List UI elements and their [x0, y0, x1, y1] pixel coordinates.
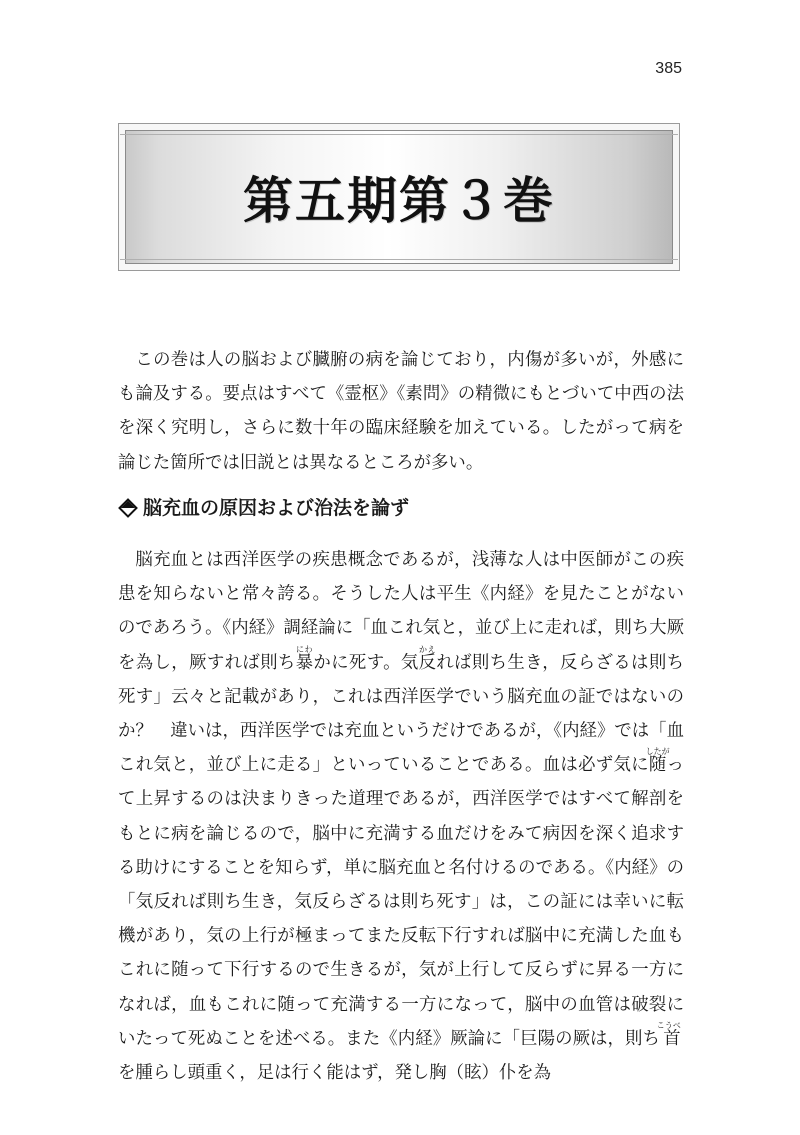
ruby-base: 首 [656, 1028, 681, 1049]
chapter-title-panel [125, 130, 673, 264]
intro-paragraph: この巻は人の脳および臓腑の病を論じており，内傷が多いが，外感にも論及する。要点はすべて《霊枢》《素問》の精微にもとづいて中西の法を深く究明し，さらに数十年の臨床経験を加えている。したがって病を論じた箇所では旧説とは異なるところが多い。 [118, 350, 684, 473]
chapter-title: 第五期第３巻 [243, 171, 555, 230]
body-text-segment: って上昇するのは決まりきった道理であるが，西洋医学ではすべて解剖をもとに病を論じるので，脳中に充満する血だけをみて病因を深く追求する助けにすることを知らず，単に脳充血と名付けるのである。《内経》の「気反れば則ち生き，気反らざるは則ち死す」は，この証には幸いに転機があり，気の上行が極まってまた反転下行すれば脳中に充満した血もこれに随って下行するので生きるが，気が上行して反らずに昇る一方になれば，血もこれに随って充満する一方になって，脳中の血管は破裂にいたって死ぬことを述べる。また《内経》厥論に「巨陽の厥は，則ち [118, 755, 684, 1049]
ruby-reading: こうべ [656, 1020, 681, 1030]
diamond-icon [118, 498, 138, 518]
ruby-reading: したが [645, 747, 670, 757]
ruby-reading: かえ [418, 644, 436, 654]
ruby-reading: にわ [295, 644, 314, 654]
ruby-annotation [418, 644, 437, 673]
chapter-title-banner [118, 123, 680, 271]
page-number: 385 [655, 60, 682, 77]
ruby-annotation [645, 747, 670, 776]
ruby-base: 反 [418, 652, 437, 673]
body-text-segment: かに死す。気 [313, 652, 419, 673]
body-text-segment: 脳充血とは西洋医学の疾患概念であるが，浅薄な人は中医師がこの疾患を知らないと常々誇る。そうした人は平生《内経》を見たことがないのであろう。《内経》調経論に「血これ気と，並び上に走れば，則ち大厥を為し，厥すれば則ち [118, 550, 684, 673]
ruby-annotation [656, 1020, 681, 1049]
section-heading [118, 493, 684, 523]
ruby-base: 随 [645, 755, 670, 776]
body-paragraph [118, 543, 684, 1090]
body-text-segment: を腫らし頭重く，足は行く能はず，発し胸（眩）仆を為 [118, 1063, 552, 1084]
ruby-annotation [295, 644, 314, 673]
body-text-segment: れば則ち生き，反らざるは則ち死す」云々と記載があり，これは西洋医学でいう脳充血の証ではないのか？ 違いは，西洋医学では充血というだけであるが，《内経》では「血これ気と，並び上に走る」といっていることである。血は必ず気に [118, 652, 684, 776]
ruby-base: 暴 [295, 652, 314, 673]
section-heading-text: 脳充血の原因および治法を論ず [143, 497, 410, 519]
